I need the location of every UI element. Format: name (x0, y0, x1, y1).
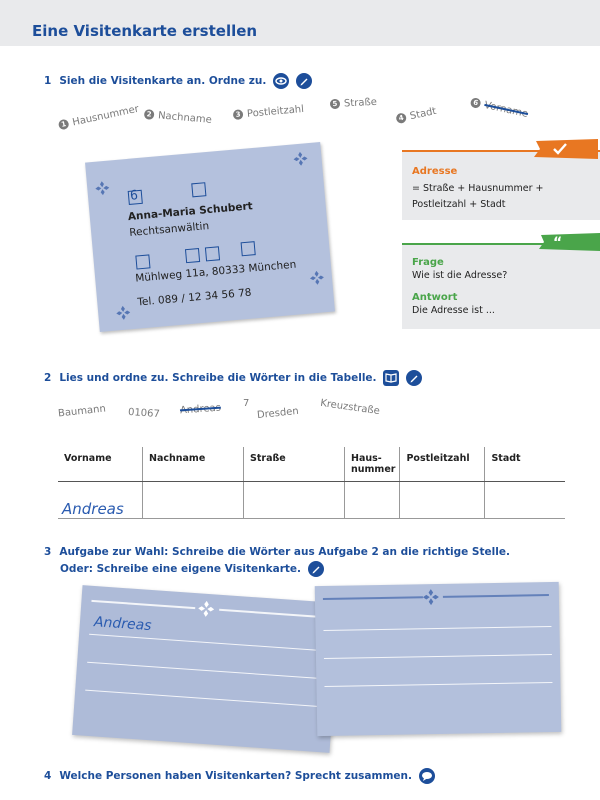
answer-box[interactable] (241, 241, 256, 256)
business-card (85, 142, 335, 332)
handwritten-example: Andreas (62, 500, 124, 518)
table-cell[interactable] (400, 482, 485, 519)
card-address: Mühlweg 11a, 80333 München (134, 258, 297, 285)
card-rule (89, 634, 326, 652)
blank-card-right[interactable] (315, 582, 562, 736)
card-rule (87, 662, 324, 680)
answer-box-value: 6 (129, 188, 139, 204)
pencil-icon (406, 370, 422, 386)
quote-icon (537, 232, 600, 252)
answer-box[interactable] (191, 182, 206, 197)
page-title: Eine Visitenkarte erstellen (32, 22, 258, 40)
diamond-ornament-icon (423, 589, 439, 605)
card-rule (324, 682, 552, 687)
task-2-number: 2 (44, 372, 52, 384)
book-icon (383, 370, 399, 386)
title-bar (0, 0, 600, 46)
diamond-ornament-icon (95, 181, 110, 196)
word-item: Kreuzstraße (319, 397, 381, 418)
task-3-instruction-2 (60, 561, 324, 577)
word-item: Dresden (256, 405, 300, 422)
diamond-ornament-icon (293, 151, 308, 166)
task-4-number: 4 (44, 770, 52, 782)
col-header: Vorname (58, 447, 143, 482)
card-rule (323, 596, 423, 600)
col-header: Nachname (143, 447, 244, 482)
task-2-instruction (44, 370, 422, 386)
question-text: Wie ist die Adresse? (412, 270, 508, 281)
task-2-text: Lies und ordne zu. Schreibe die Wörter in die Tabelle. (59, 372, 377, 384)
diamond-ornament-icon (309, 270, 324, 285)
col-header: Postleitzahl (400, 447, 485, 482)
task-1-number: 1 (44, 75, 52, 87)
task-3-number: 3 (44, 546, 52, 558)
card-written-name: Andreas (93, 614, 153, 635)
diamond-ornament-icon (198, 600, 215, 617)
card-rule (91, 600, 195, 609)
blank-card-left[interactable] (72, 585, 340, 753)
table-cell[interactable] (485, 482, 566, 519)
label-item: 6 Vorname (469, 97, 528, 120)
info-line-2: Postleitzahl + Stadt (412, 199, 506, 210)
info-title: Adresse (412, 166, 458, 177)
card-rule (443, 594, 549, 598)
table-header-row (58, 447, 565, 482)
task-4-instruction (44, 768, 435, 784)
card-rule (219, 609, 329, 619)
task-1-text: Sieh die Visitenkarte an. Ordne zu. (59, 75, 267, 87)
diamond-ornament-icon (116, 305, 131, 320)
task-3-text-2: Oder: Schreibe eine eigene Visitenkarte. (60, 563, 302, 575)
task-3-text-1: Aufgabe zur Wahl: Schreibe die Wörter aus Aufgabe 2 an die richtige Stelle. (59, 546, 510, 558)
col-header: Straße (244, 447, 345, 482)
label-item: 1 Hausnummer (58, 104, 140, 132)
task-4-text: Welche Personen haben Visitenkarten? Sprecht zusammen. (59, 770, 412, 782)
label-item: 3 Postleitzahl (233, 104, 305, 121)
label-item: 4 Stadt (395, 106, 437, 125)
table-cell[interactable] (143, 482, 244, 519)
word-item: 7 (243, 398, 250, 409)
card-rule (324, 654, 552, 659)
task-1-instruction (44, 73, 312, 89)
orange-check-icon (532, 138, 600, 160)
pencil-icon (296, 73, 312, 89)
speech-bubble-icon (419, 768, 435, 784)
table-row (58, 482, 565, 519)
table-cell[interactable] (345, 482, 400, 519)
info-line-1: = Straße + Hausnummer + (412, 183, 544, 194)
word-item: Baumann (57, 403, 107, 420)
card-rule (323, 626, 551, 631)
svg-text:“: “ (553, 235, 563, 251)
col-header: Stadt (485, 447, 566, 482)
question-label: Frage (412, 257, 444, 268)
answer-box[interactable] (135, 254, 150, 269)
table-cell[interactable] (58, 482, 143, 519)
answer-table (58, 447, 565, 519)
table-cell[interactable] (244, 482, 345, 519)
answer-label: Antwort (412, 292, 458, 303)
label-item: 2 Nachname (144, 109, 213, 126)
answer-text: Die Adresse ist ... (412, 305, 495, 316)
card-phone: Tel. 089 / 12 34 56 78 (136, 286, 252, 309)
pencil-icon (308, 561, 324, 577)
answer-box[interactable] (185, 248, 200, 263)
eye-icon (273, 73, 289, 89)
card-name: Anna-Maria Schubert (127, 200, 254, 224)
word-item: 01067 (127, 406, 161, 421)
card-job: Rechtsanwältin (128, 220, 210, 239)
label-item: 5 Straße (330, 97, 377, 110)
word-item: Andreas (179, 402, 222, 417)
col-header: Haus- nummer (345, 447, 400, 482)
card-rule (85, 690, 322, 708)
answer-box[interactable] (205, 246, 220, 261)
task-3-instruction (44, 546, 510, 558)
